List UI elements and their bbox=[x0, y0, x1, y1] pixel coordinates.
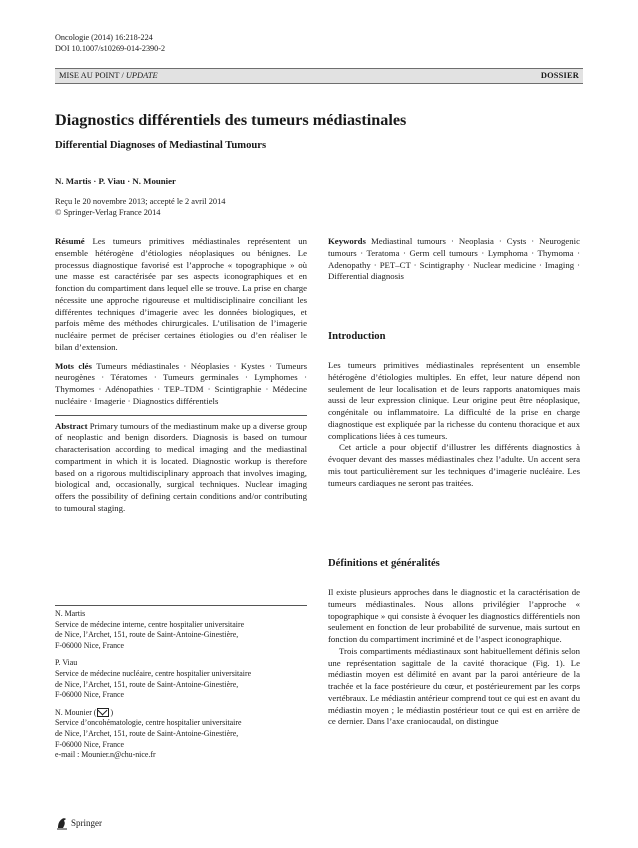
article-subtitle: Differential Diagnoses of Mediastinal Tumours bbox=[55, 140, 267, 151]
introduction-p1: Les tumeurs primitives médiastinales représentent un ensemble hétérogène d’étiologies multiples. En effet, leur nature dépend non seulement de leur localisation et de leurs rapports anatomiques mais aussi de leur expression clinique. Leur origine peut être néoplasique, congénitale ou inflammatoire. La difficulté de la prise en charge diagnostique est expliquée par la richesse du contenu thoracique et aux complications liées à ces tumeurs. bbox=[328, 360, 580, 441]
banner-section-en: UPDATE bbox=[125, 71, 158, 80]
affil-2 bbox=[55, 658, 310, 700]
section-banner bbox=[55, 68, 583, 84]
abstract-en-text: Primary tumours of the mediastinum make up a diverse group of neoplastic and benign disorders. Diagnosis is based on tumour characterisation according to medical imaging and the mediastinal compartment in which it is located. Diagnostic workup is therefore based on a rigorous multidisciplinary approach that involves imaging, biological and, occasionally, surgical techniques. Nuclear imaging offers the possibility of defining certain conditions and/or contributing to tumoural staging. bbox=[55, 420, 307, 513]
springer-horse-icon bbox=[55, 816, 69, 830]
affil-1 bbox=[55, 609, 310, 651]
keywords-en-text: Mediastinal tumours · Neoplasia · Cysts · Neurogenic tumours · Teratoma · Germ cell tumours · Lymphoma · Thymoma · Adenopathy · PET–CT · Scintigraphy · Nuclear medicine · Imaging · Differential diagnosis bbox=[328, 236, 580, 282]
affil-1-name: N. Martis bbox=[55, 609, 86, 618]
introduction-body bbox=[328, 360, 580, 489]
keywords-fr bbox=[55, 361, 307, 408]
abstract-fr-label: Résumé bbox=[55, 236, 85, 246]
affil-3-line2: de Nice, l’Archet, 151, route de Saint-Antoine-Ginestière, bbox=[55, 728, 239, 738]
definitions-body bbox=[328, 587, 580, 728]
affiliation-block bbox=[55, 609, 310, 761]
copyright: © Springer-Verlag France 2014 bbox=[55, 208, 161, 218]
doi: DOI 10.1007/s10269-014-2390-2 bbox=[55, 44, 166, 53]
right-column bbox=[328, 236, 580, 290]
received-dates: Reçu le 20 novembre 2013; accepté le 2 avril 2014 bbox=[55, 197, 226, 206]
affil-3-name: N. Mounier bbox=[55, 707, 92, 717]
affil-3-email[interactable]: e-mail : Mounier.n@chu-nice.fr bbox=[55, 750, 156, 760]
definitions-p2: Trois compartiments médiastinaux sont habituellement définis selon une représentation sagittale de la cavité thoracique (Fig. 1). Le médiastin moyen est délimité en avant par la paroi antérieure de la trachée et la face postérieure du cœur, et postérieurement par les corps vertébraux. Le médiastin antérieur comprend tout ce qui est en avant du médiastin moyen ; le médiastin postérieur tout ce qui est en arrière de ce dernier. Dans l’axe craniocaudal, on distingue bbox=[328, 645, 580, 727]
left-column bbox=[55, 236, 307, 522]
affil-2-name: P. Viau bbox=[55, 658, 78, 668]
affil-2-line3: F-06000 Nice, France bbox=[55, 690, 125, 700]
banner-section bbox=[59, 69, 158, 83]
banner-section-fr: MISE AU POINT bbox=[59, 71, 120, 80]
introduction-heading: Introduction bbox=[328, 331, 386, 342]
affiliation-divider bbox=[55, 605, 307, 606]
affil-1-line3: F-06000 Nice, France bbox=[55, 640, 125, 650]
affil-3-line3: F-06000 Nice, France bbox=[55, 739, 125, 749]
keywords-fr-text: Tumeurs médiastinales · Néoplasies · Kystes · Tumeurs neurogènes · Tératomes · Tumeurs germinales · Lymphomes · Thymomes · Adénopathies · TEP–TDM · Scintigraphie · Médecine nucléaire · Imagerie · Diagnostics différentiels bbox=[55, 360, 308, 406]
envelope-icon bbox=[97, 708, 109, 717]
article-title: Diagnostics différentiels des tumeurs médiastinales bbox=[55, 111, 407, 129]
keywords-en bbox=[328, 236, 580, 283]
affil-2-line2: de Nice, l’Archet, 151, route de Saint-Antoine-Ginestière, bbox=[55, 679, 239, 689]
divider bbox=[55, 415, 307, 416]
abstract-en bbox=[55, 421, 307, 515]
banner-dossier: DOSSIER bbox=[540, 71, 579, 80]
affil-2-line1: Service de médecine nucléaire, centre hospitalier universitaire bbox=[55, 668, 252, 678]
springer-wordmark: Springer bbox=[71, 818, 102, 828]
affil-3 bbox=[55, 708, 310, 761]
journal-citation-block bbox=[55, 32, 165, 54]
abstract-fr-text: Les tumeurs primitives médiastinales représentent un ensemble hétérogène d’étiologies néoplasiques ou bénignes. Le processus diagnostique favorisé est l’approche « topographique » où une masse est caractérisée par ses aspects iconographiques et en fonction du compartiment dans lequel elle se trouve. La prise en charge nécessite une approche rigoureuse et multidisciplinaire conciliant les différentes techniques d’imagerie avec les données biologiques, et parfois même des méthodes chirurgicales. L’utilisation de l’imagerie nucléaire permet de préciser certaines étiologies ou d’en réaliser le bilan d’extension. bbox=[55, 236, 308, 352]
definitions-heading: Définitions et généralités bbox=[328, 558, 440, 569]
author-list: N. Martis · P. Viau · N. Mounier bbox=[55, 176, 176, 186]
affil-3-name-row: N. Mounier ( ) bbox=[55, 707, 114, 717]
keywords-en-label: Keywords bbox=[328, 236, 366, 246]
affil-3-line1: Service d’oncohématologie, centre hospitalier universitaire bbox=[55, 718, 242, 728]
affil-1-line1: Service de médecine interne, centre hospitalier universitaire bbox=[55, 619, 245, 629]
springer-logo bbox=[55, 816, 102, 830]
journal-citation: Oncologie (2014) 16:218-224 bbox=[55, 33, 153, 42]
keywords-fr-label: Mots clés bbox=[55, 360, 92, 371]
introduction-p2: Cet article a pour objectif d’illustrer les différents diagnostics à évoquer devant des masses médiastinales chez l’adulte. Un accent sera mis tout particulièrement sur les techniques d’imagerie nucléaire. Les tumeurs cardiaques ne seront pas traitées. bbox=[328, 442, 580, 488]
received-info bbox=[55, 196, 225, 219]
definitions-p1: Il existe plusieurs approches dans le diagnostic et la caractérisation de tumeurs médiastinales. Nous allons privilégier l’approche « topographique » qui consiste à évoquer les diagnostics différentiels non seulement en fonction de leur probabilité de survenue, mais surtout en fonction du compartiment incriminé et de l’aspect iconographique. bbox=[328, 587, 580, 644]
abstract-en-label: Abstract bbox=[55, 420, 88, 431]
banner-separator: / bbox=[119, 71, 126, 80]
abstract-fr bbox=[55, 236, 307, 354]
affil-1-line2: de Nice, l’Archet, 151, route de Saint-Antoine-Ginestière, bbox=[55, 630, 239, 640]
